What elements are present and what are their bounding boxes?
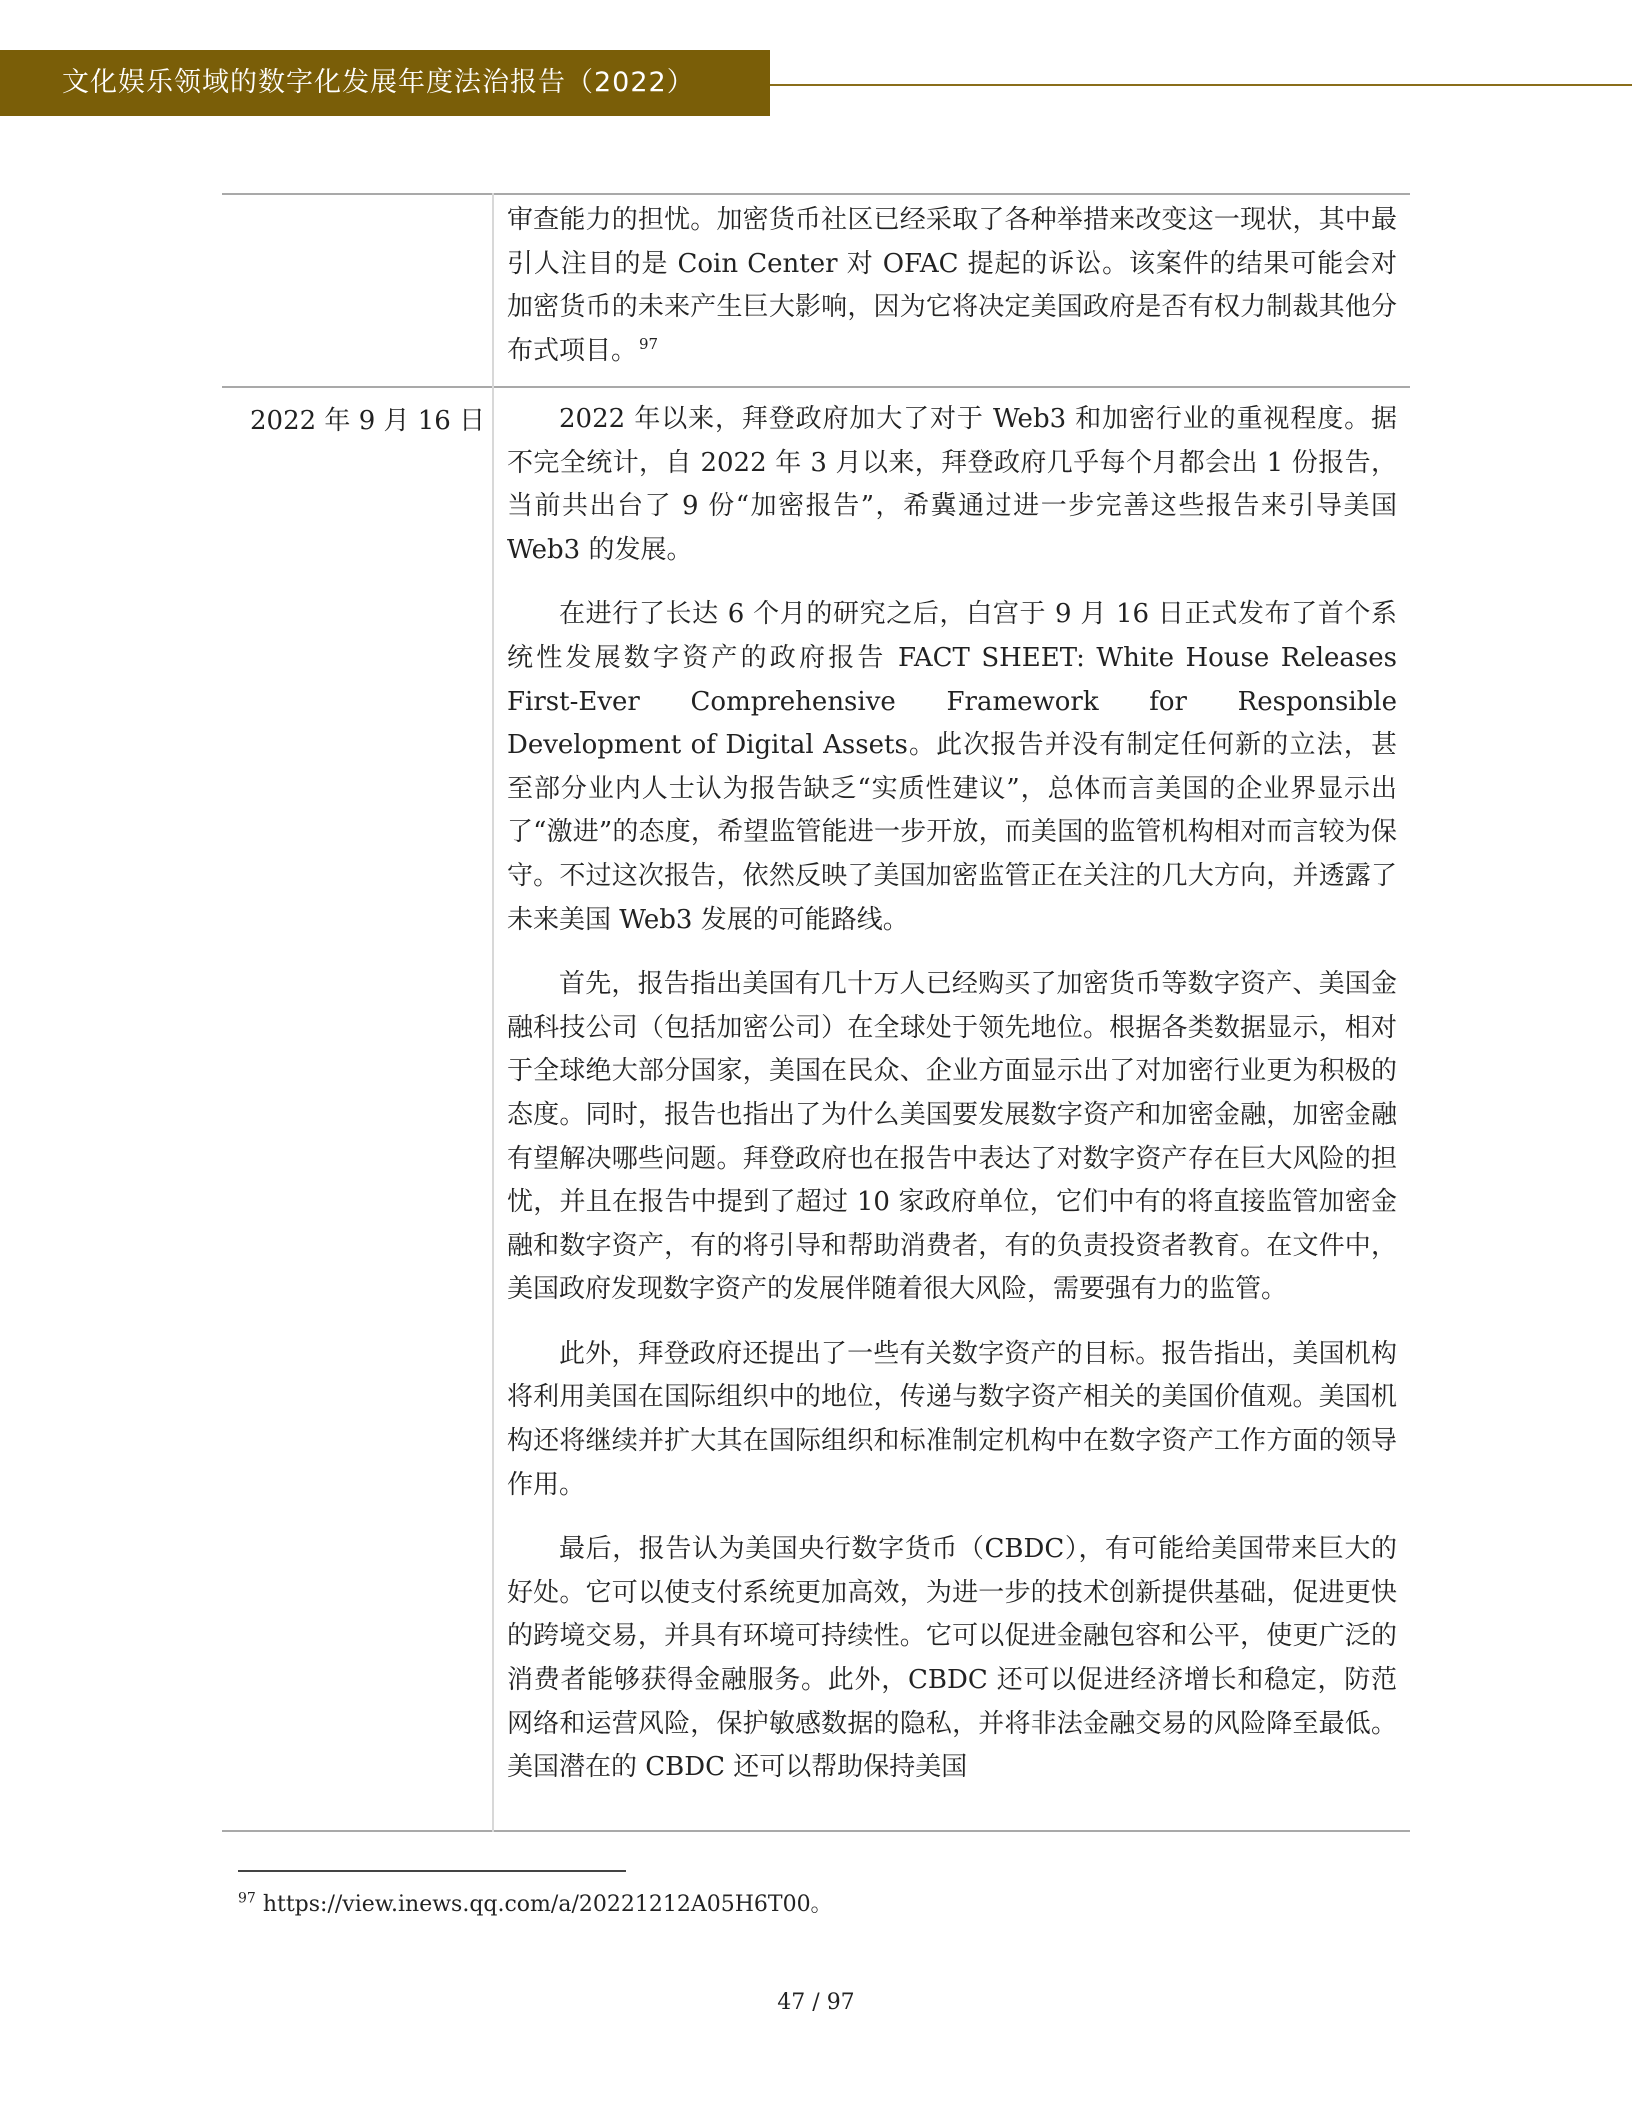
row-divider	[222, 386, 1410, 388]
footnote-number: 97	[238, 1890, 256, 1907]
chronology-table	[222, 193, 1410, 1833]
column-divider	[492, 193, 494, 1832]
row1-text: 审查能力的担忧。加密货币社区已经采取了各种举措来改变这一现状，其中最引人注目的是 Coin Center 对 OFAC 提起的诉讼。该案件的结果可能会对加密货币的未来产生巨大影响，因为它将决定美国政府是否有权力制裁其他分布式项目。	[507, 205, 1397, 366]
row1-content	[507, 199, 1397, 373]
paragraph: 此外，拜登政府还提出了一些有关数字资产的目标。报告指出，美国机构将利用美国在国际组织中的地位，传递与数字资产相关的美国价值观。美国机构还将继续并扩大其在国际组织和标准制定机构中在数字资产工作方面的领导作用。	[507, 1338, 1397, 1500]
paragraph: 在进行了长达 6 个月的研究之后，白宫于 9 月 16 日正式发布了首个系统性发展数字资产的政府报告 FACT SHEET: White House Releases First-Ever Comprehensive Framework for Responsible Development of Digital Assets。此次报告并没有制定任何新的立法，甚至部分业内人士认为报告缺乏“实质性建议”，总体而言美国的企业界显示出了“激进”的态度，希望监管能进一步开放，而美国的监管机构相对而言较为保守。不过这次报告，依然反映了美国加密监管正在关注的几大方向，并透露了未来美国 Web3 发展的可能路线。	[507, 599, 1397, 935]
footnote	[238, 1888, 833, 1922]
footnote-rule	[238, 1870, 626, 1872]
paragraph: 2022 年以来，拜登政府加大了对于 Web3 和加密行业的重视程度。据不完全统计，自 2022 年 3 月以来，拜登政府几乎每个月都会出 1 份报告，当前共出台了 9 份“加密报告”，希冀通过进一步完善这些报告来引导美国 Web3 的发展。	[507, 404, 1397, 565]
paragraph: 首先，报告指出美国有几十万人已经购买了加密货币等数字资产、美国金融科技公司（包括加密公司）在全球处于领先地位。根据各类数据显示，相对于全球绝大部分国家，美国在民众、企业方面显示出了对加密行业更为积极的态度。同时，报告也指出了为什么美国要发展数字资产和加密金融，加密金融有望解决哪些问题。拜登政府也在报告中表达了对数字资产存在巨大风险的担忧，并且在报告中提到了超过 10 家政府单位，它们中有的将直接监管加密金融和数字资产，有的将引导和帮助消费者，有的负责投资者教育。在文件中，美国政府发现数字资产的发展伴随着很大风险，需要强有力的监管。	[507, 969, 1397, 1305]
footnote-link[interactable]: https://view.inews.qq.com/a/20221212A05H6T00。	[262, 1892, 833, 1917]
paragraph: 最后，报告认为美国央行数字货币（CBDC），有可能给美国带来巨大的好处。它可以使支付系统更加高效，为进一步的技术创新提供基础，促进更快的跨境交易，并具有环境可持续性。它可以促进金融包容和公平，使更广泛的消费者能够获得金融服务。此外，CBDC 还可以促进经济增长和稳定，防范网络和运营风险，保护敏感数据的隐私，并将非法金融交易的风险降至最低。美国潜在的 CBDC 还可以帮助保持美国	[507, 1534, 1397, 1783]
table-bottom-border	[222, 1830, 1410, 1832]
header-rule	[770, 84, 1632, 86]
page-number: 47 / 97	[777, 1990, 855, 2015]
row2-content	[507, 398, 1397, 1790]
row2-date-cell: 2022 年 9 月 16 日	[250, 406, 486, 436]
table-top-border	[222, 193, 1410, 195]
report-title: 文化娱乐领域的数字化发展年度法治报告（2022）	[62, 67, 695, 98]
footnote-ref[interactable]: 97	[639, 335, 659, 354]
